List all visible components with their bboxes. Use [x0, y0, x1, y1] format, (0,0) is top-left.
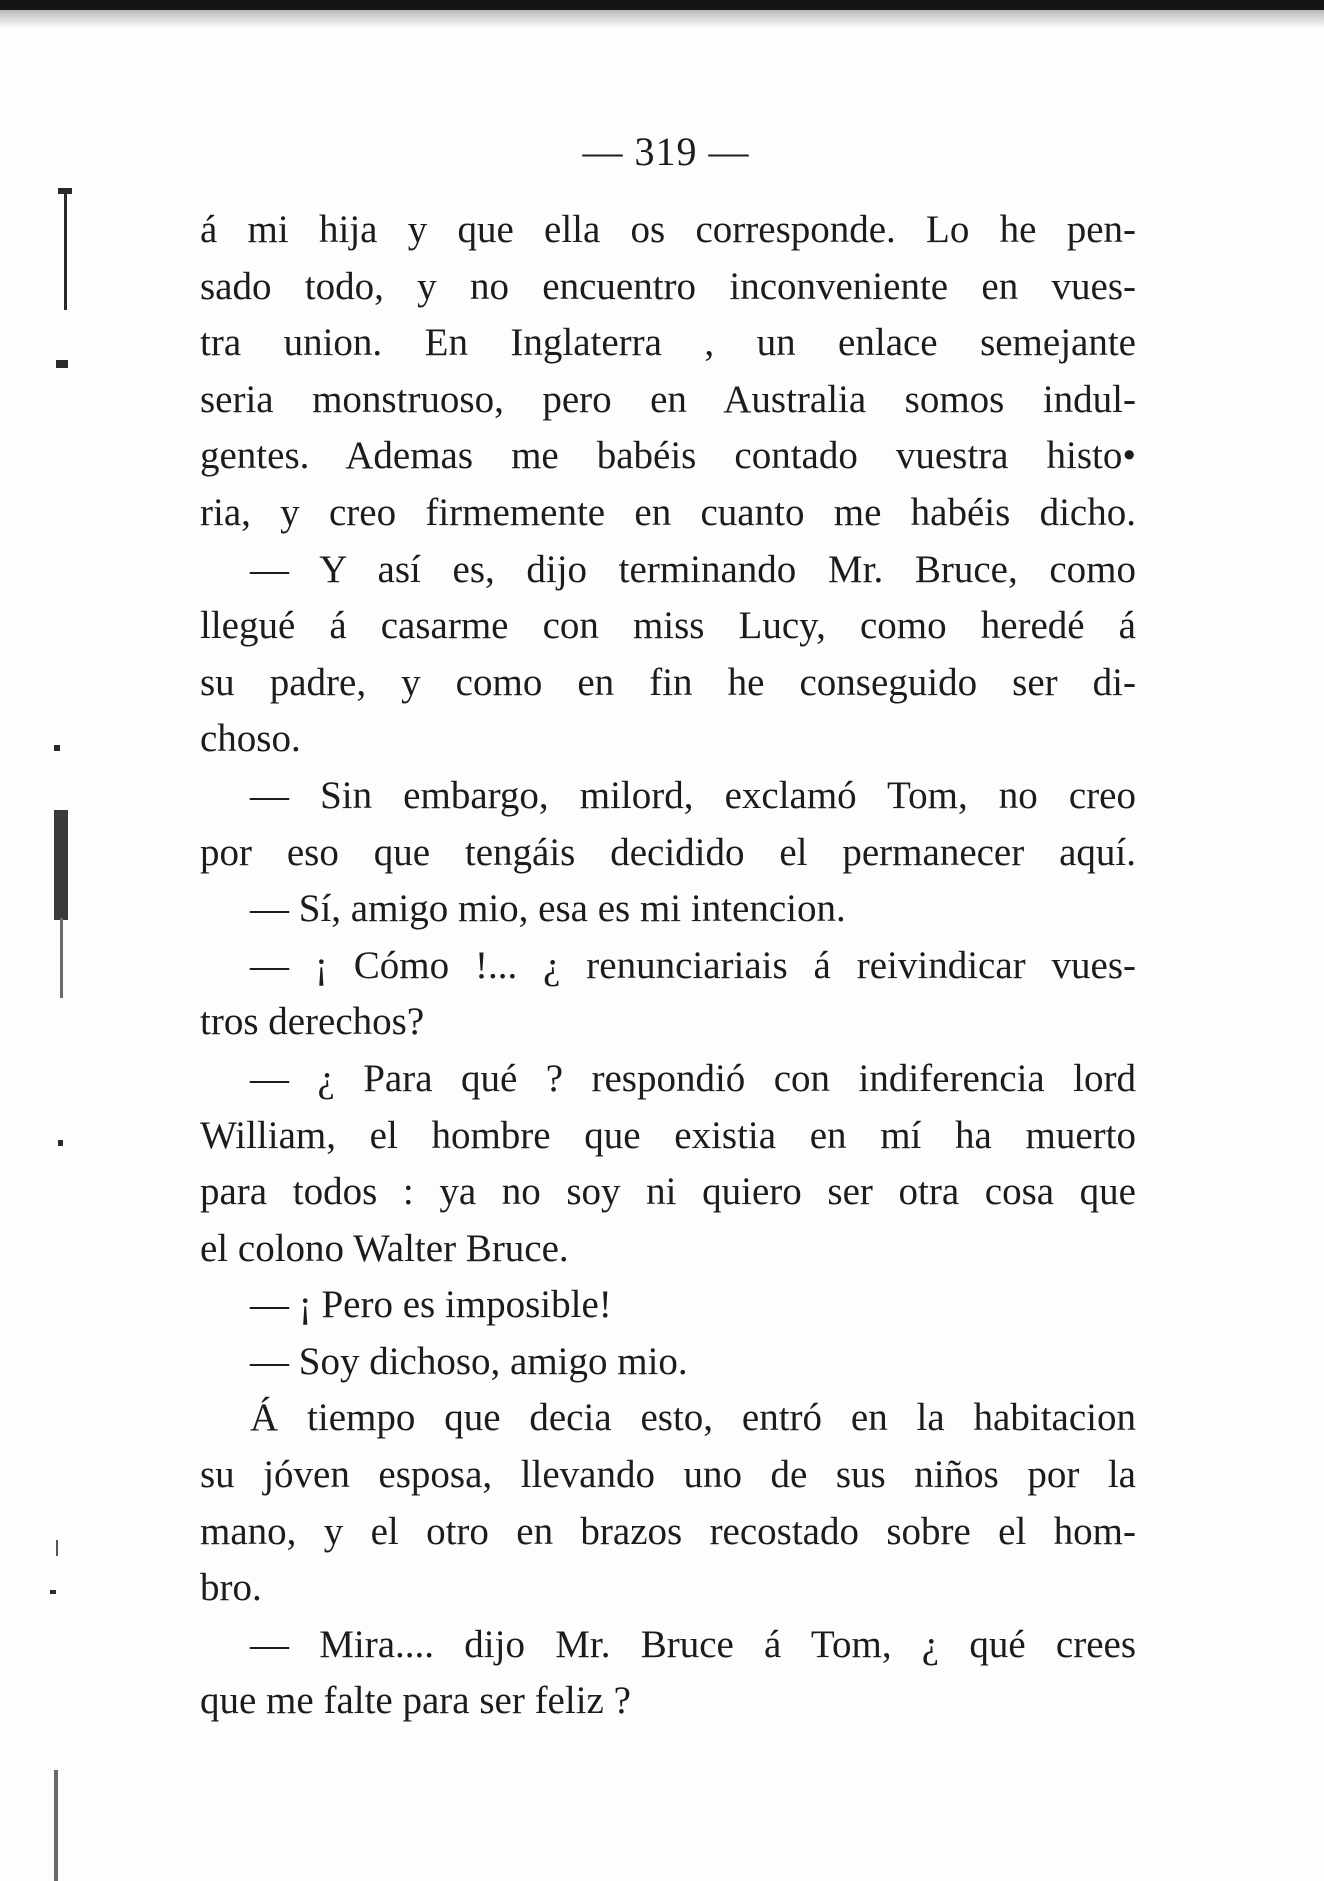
text-line: á mi hija y que ella os corresponde. Lo he pen- [200, 208, 1136, 251]
text-line: gentes. Ademas me babéis contado vuestra histo• [200, 434, 1136, 478]
binding-edge-marks [0, 0, 120, 1881]
text-line: seria monstruoso, pero en Australia somos indul- [200, 377, 1136, 421]
text-line: — Sin embargo, milord, exclamó Tom, no creo [250, 773, 1136, 817]
top-scan-border [0, 0, 1324, 10]
text-line: mano, y el otro en brazos recostado sobre el hom- [200, 1509, 1136, 1553]
text-line: ria, y creo firmemente en cuanto me habéis dicho. [200, 490, 1136, 534]
text-line: tra union. En Inglaterra , un enlace semejante [200, 321, 1136, 365]
body-text [200, 202, 1136, 1730]
text-line: — Soy dichoso, amigo mio. [250, 1339, 688, 1383]
text-line: su padre, y como en fin he conseguido ser di- [200, 660, 1136, 704]
text-line: su jóven esposa, llevando uno de sus niños por la [200, 1453, 1136, 1497]
text-line: que me falte para ser feliz ? [200, 1679, 631, 1723]
text-line: — ¡ Pero es imposible! [250, 1283, 612, 1327]
text-line: — Mira.... dijo Mr. Bruce á Tom, ¿ qué crees [250, 1622, 1136, 1666]
text-line: — Y así es, dijo terminando Mr. Bruce, como [250, 547, 1136, 591]
text-line: sado todo, y no encuentro inconveniente en vues- [200, 264, 1136, 308]
text-line: William, el hombre que existia en mí ha muerto [200, 1113, 1136, 1157]
text-line: — Sí, amigo mio, esa es mi intencion. [250, 887, 846, 931]
text-line: el colono Walter Bruce. [200, 1226, 569, 1270]
text-line: — ¿ Para qué ? respondió con indiferencia lord [250, 1056, 1136, 1100]
text-line: para todos : ya no soy ni quiero ser otra cosa que [200, 1170, 1136, 1214]
text-line: — ¡ Cómo !... ¿ renunciariais á reivindicar vues- [250, 943, 1136, 987]
text-line: bro. [200, 1566, 262, 1610]
text-line: choso. [200, 717, 301, 761]
text-line: tros derechos? [200, 1000, 425, 1044]
text-line: llegué á casarme con miss Lucy, como heredé á [200, 604, 1136, 648]
text-line: por eso que tengáis decidido el permanecer aquí. [200, 830, 1136, 874]
top-scan-shadow [0, 10, 1324, 28]
page-number: — 319 — [582, 129, 750, 174]
text-line: Á tiempo que decia esto, entró en la habitacion [250, 1396, 1136, 1440]
